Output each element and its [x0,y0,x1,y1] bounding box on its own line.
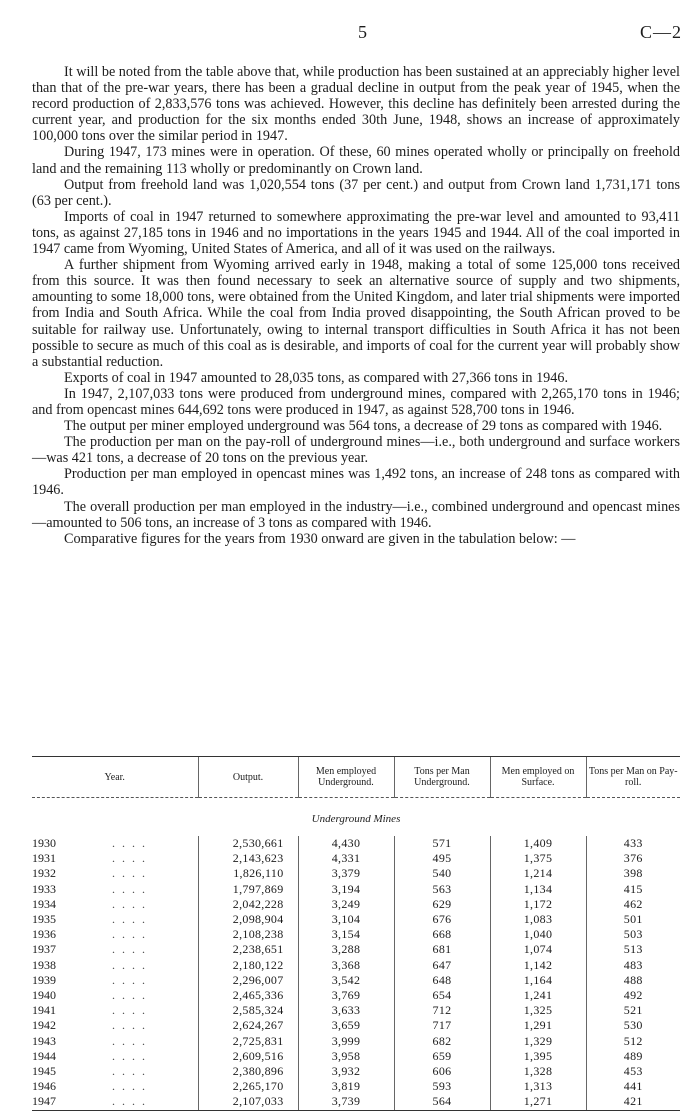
output-cell: 1,826,110 [198,866,298,881]
leader-dots: . . . . [112,1048,147,1063]
tons-payroll-cell: 433 [586,836,680,851]
output-cell: 2,609,516 [198,1049,298,1064]
header-men-surface: Men employed on Surface. [490,757,586,798]
men-surface-cell: 1,134 [490,882,586,897]
men-underground-cell: 3,288 [298,942,394,957]
tons-payroll-cell: 421 [586,1094,680,1110]
year-cell [32,1018,198,1033]
tons-underground-cell: 629 [394,897,490,912]
paragraph-overall-production: The overall production per man employed in the industry—i.e., combined underground and opencast mines—amounted to 506 tons, an increase of 3 tons as compared with 1946. [32,498,680,531]
men-surface-cell: 1,172 [490,897,586,912]
tons-underground-cell: 676 [394,912,490,927]
tons-payroll-cell: 512 [586,1034,680,1049]
men-underground-cell: 3,542 [298,973,394,988]
men-surface-cell: 1,329 [490,1034,586,1049]
table-row [32,988,680,1003]
header-tons-per-man-payroll: Tons per Man on Pay-roll. [586,757,680,798]
men-surface-cell: 1,241 [490,988,586,1003]
year-cell [32,897,198,912]
paragraph-mines-operating: During 1947, 173 mines were in operation. Of these, 60 mines operated wholly or principally on freehold land and the remaining 113 wholly or predominantly on Crown land. [32,144,680,177]
leader-dots: . . . . [112,927,147,942]
men-surface-cell: 1,271 [490,1094,586,1110]
year-cell [32,1094,198,1110]
table-row [32,1094,680,1110]
tons-payroll-cell: 501 [586,912,680,927]
output-cell: 2,108,238 [198,927,298,942]
men-surface-cell: 1,164 [490,973,586,988]
paragraph-land-output: Output from freehold land was 1,020,554 tons (37 per cent.) and output from Crown land 1,731,171 tons (63 per cent.). [32,176,680,209]
table-row [32,912,680,927]
tons-underground-cell: 654 [394,988,490,1003]
tons-payroll-cell: 415 [586,882,680,897]
tons-payroll-cell: 376 [586,851,680,866]
year-label: 1935 [32,912,56,927]
leader-dots: . . . . [112,957,147,972]
men-underground-cell: 3,249 [298,897,394,912]
tons-payroll-cell: 398 [586,866,680,881]
table-row [32,1064,680,1079]
tons-underground-cell: 606 [394,1064,490,1079]
year-label: 1939 [32,972,56,987]
paragraph-exports: Exports of coal in 1947 amounted to 28,035 tons, as compared with 27,366 tons in 1946. [64,369,568,386]
tons-underground-cell: 668 [394,927,490,942]
tons-underground-cell: 647 [394,958,490,973]
tons-underground-cell: 540 [394,866,490,881]
year-cell [32,973,198,988]
paragraph-output-per-miner: The output per miner employed underground was 564 tons, a decrease of 29 tons as compared with 1946. [64,418,663,435]
output-cell: 2,098,904 [198,912,298,927]
tons-underground-cell: 571 [394,836,490,851]
men-surface-cell: 1,291 [490,1018,586,1033]
tons-underground-cell: 593 [394,1079,490,1094]
year-label: 1940 [32,988,56,1003]
table-row [32,1003,680,1018]
year-cell [32,836,198,851]
year-cell [32,912,198,927]
leader-dots: . . . . [112,1064,147,1079]
men-surface-cell: 1,325 [490,1003,586,1018]
header-men-underground: Men employed Underground. [298,757,394,798]
output-cell: 2,265,170 [198,1079,298,1094]
year-label: 1936 [32,927,56,942]
paragraph-production-trend: It will be noted from the table above that, while production has been sustained at an appreciably higher level than that of the pre-war years, there has been a gradual decline in output from the peak year of 1945, when the record production of 2,833,576 tons was achieved. However, this decline has definitely been arrested during the current year, and production for the six months ended 30th June, 1948, shows an increase of approximately 100,000 tons over the similar period in 1947. [32,64,680,145]
table-header-row [32,757,680,798]
men-surface-cell: 1,313 [490,1079,586,1094]
year-label: 1934 [32,896,56,911]
men-underground-cell: 3,194 [298,882,394,897]
section-code: C—2 [639,22,682,42]
tons-payroll-cell: 513 [586,942,680,957]
tons-underground-cell: 563 [394,882,490,897]
leader-dots: . . . . [112,881,147,896]
year-label: 1938 [32,957,56,972]
year-cell [32,927,198,942]
men-surface-cell: 1,083 [490,912,586,927]
leader-dots: . . . . [112,1033,147,1048]
tons-underground-cell: 648 [394,973,490,988]
men-surface-cell: 1,040 [490,927,586,942]
table-row [32,866,680,881]
table-row [32,882,680,897]
year-label: 1937 [32,942,56,957]
paragraph-shipments: A further shipment from Wyoming arrived early in 1948, making a total of some 125,000 tons received from this source. It was then found necessary to seek an alternative source of supply and two shipments, amounting to some 18,000 tons, were obtained from the United Kingdom, and later trial shipments were imported from India and South Africa. While the coal from India proved disappointing, the South African proved to be suitable for railway use. Unfortunately, owing to internal transport difficulties in South Africa it has not been possible to secure as much of this coal as is desirable, and imports of coal for the current year will probably show a substantial reduction. [32,257,680,370]
output-cell: 2,585,324 [198,1003,298,1018]
leader-dots: . . . . [112,972,147,987]
year-label: 1944 [32,1048,56,1063]
output-cell: 2,238,651 [198,942,298,957]
output-cell: 2,143,623 [198,851,298,866]
table-row [32,897,680,912]
coal-statistics-table [32,756,680,1111]
year-cell [32,882,198,897]
year-label: 1945 [32,1064,56,1079]
men-surface-cell: 1,328 [490,1064,586,1079]
leader-dots: . . . . [112,988,147,1003]
paragraph-underground-opencast: In 1947, 2,107,033 tons were produced from underground mines, compared with 2,265,170 tons in 1946; and from opencast mines 644,692 tons were produced in 1947, as against 528,700 tons in 1946. [32,385,680,418]
tons-payroll-cell: 521 [586,1003,680,1018]
leader-dots: . . . . [112,912,147,927]
table-row [32,1018,680,1033]
men-underground-cell: 3,958 [298,1049,394,1064]
output-cell: 2,296,007 [198,973,298,988]
year-label: 1946 [32,1079,56,1094]
year-cell [32,942,198,957]
table-row [32,851,680,866]
men-underground-cell: 4,430 [298,836,394,851]
header-tons-per-man-underground: Tons per Man Underground. [394,757,490,798]
men-underground-cell: 3,154 [298,927,394,942]
output-cell: 2,530,661 [198,836,298,851]
tons-underground-cell: 681 [394,942,490,957]
year-label: 1931 [32,851,56,866]
leader-dots: . . . . [112,836,147,850]
men-underground-cell: 3,819 [298,1079,394,1094]
paragraph-tabulation-intro: Comparative figures for the years from 1930 onward are given in the tabulation below: — [64,530,576,547]
leader-dots: . . . . [112,896,147,911]
men-underground-cell: 3,932 [298,1064,394,1079]
men-surface-cell: 1,214 [490,866,586,881]
men-underground-cell: 3,379 [298,866,394,881]
tons-payroll-cell: 530 [586,1018,680,1033]
men-underground-cell: 3,659 [298,1018,394,1033]
leader-dots: . . . . [112,851,147,866]
tons-underground-cell: 659 [394,1049,490,1064]
tons-payroll-cell: 492 [586,988,680,1003]
men-underground-cell: 3,999 [298,1034,394,1049]
men-underground-cell: 4,331 [298,851,394,866]
year-cell [32,1064,198,1079]
tons-underground-cell: 564 [394,1094,490,1110]
tons-underground-cell: 717 [394,1018,490,1033]
year-cell [32,866,198,881]
page-number: 5 [358,22,367,42]
tons-underground-cell: 682 [394,1034,490,1049]
table-row [32,1079,680,1094]
tons-payroll-cell: 503 [586,927,680,942]
men-underground-cell: 3,633 [298,1003,394,1018]
year-cell [32,1034,198,1049]
men-surface-cell: 1,375 [490,851,586,866]
output-cell: 2,725,831 [198,1034,298,1049]
header-output: Output. [198,757,298,798]
page-header [0,22,700,46]
table-row [32,927,680,942]
men-underground-cell: 3,739 [298,1094,394,1110]
leader-dots: . . . . [112,1094,147,1109]
output-cell: 2,624,267 [198,1018,298,1033]
men-underground-cell: 3,368 [298,958,394,973]
year-label: 1930 [32,836,56,850]
table-section-row [32,798,680,837]
table-row [32,942,680,957]
table-row [32,836,680,851]
year-label: 1943 [32,1033,56,1048]
output-cell: 1,797,869 [198,882,298,897]
output-cell: 2,042,228 [198,897,298,912]
leader-dots: . . . . [112,1079,147,1094]
year-label: 1932 [32,866,56,881]
table-row [32,973,680,988]
table-row [32,1034,680,1049]
output-cell: 2,465,336 [198,988,298,1003]
tons-underground-cell: 495 [394,851,490,866]
paragraph-payroll-production: The production per man on the pay-roll of underground mines—i.e., both underground and surface workers—was 421 tons, a decrease of 20 tons on the previous year. [32,434,680,467]
year-cell [32,958,198,973]
men-underground-cell: 3,104 [298,912,394,927]
men-surface-cell: 1,409 [490,836,586,851]
leader-dots: . . . . [112,1003,147,1018]
table-row [32,958,680,973]
body-text [32,64,680,547]
tons-payroll-cell: 462 [586,897,680,912]
men-surface-cell: 1,074 [490,942,586,957]
output-cell: 2,107,033 [198,1094,298,1110]
tons-payroll-cell: 441 [586,1079,680,1094]
output-cell: 2,380,896 [198,1064,298,1079]
tons-payroll-cell: 488 [586,973,680,988]
output-cell: 2,180,122 [198,958,298,973]
men-underground-cell: 3,769 [298,988,394,1003]
year-cell [32,1049,198,1064]
year-cell [32,1003,198,1018]
year-label: 1947 [32,1094,56,1109]
header-year: Year. [32,757,198,798]
tons-payroll-cell: 453 [586,1064,680,1079]
section-label: Underground Mines [311,813,401,825]
table-row [32,1049,680,1064]
paragraph-opencast-production: Production per man employed in opencast mines was 1,492 tons, an increase of 248 tons as compared with 1946. [32,466,680,499]
paragraph-imports: Imports of coal in 1947 returned to somewhere approximating the pre-war level and amounted to 93,411 tons, as against 27,185 tons in 1946 and no importations in the years 1945 and 1944. All of the coal imported in 1947 came from Wyoming, United States of America, and all of it was used on the railways. [32,208,680,258]
year-cell [32,851,198,866]
tons-payroll-cell: 483 [586,958,680,973]
year-label: 1942 [32,1018,56,1033]
year-label: 1941 [32,1003,56,1018]
year-cell [32,988,198,1003]
year-cell [32,1079,198,1094]
tons-underground-cell: 712 [394,1003,490,1018]
year-label: 1933 [32,881,56,896]
leader-dots: . . . . [112,1018,147,1033]
leader-dots: . . . . [112,866,147,881]
tons-payroll-cell: 489 [586,1049,680,1064]
leader-dots: . . . . [112,942,147,957]
men-surface-cell: 1,142 [490,958,586,973]
men-surface-cell: 1,395 [490,1049,586,1064]
